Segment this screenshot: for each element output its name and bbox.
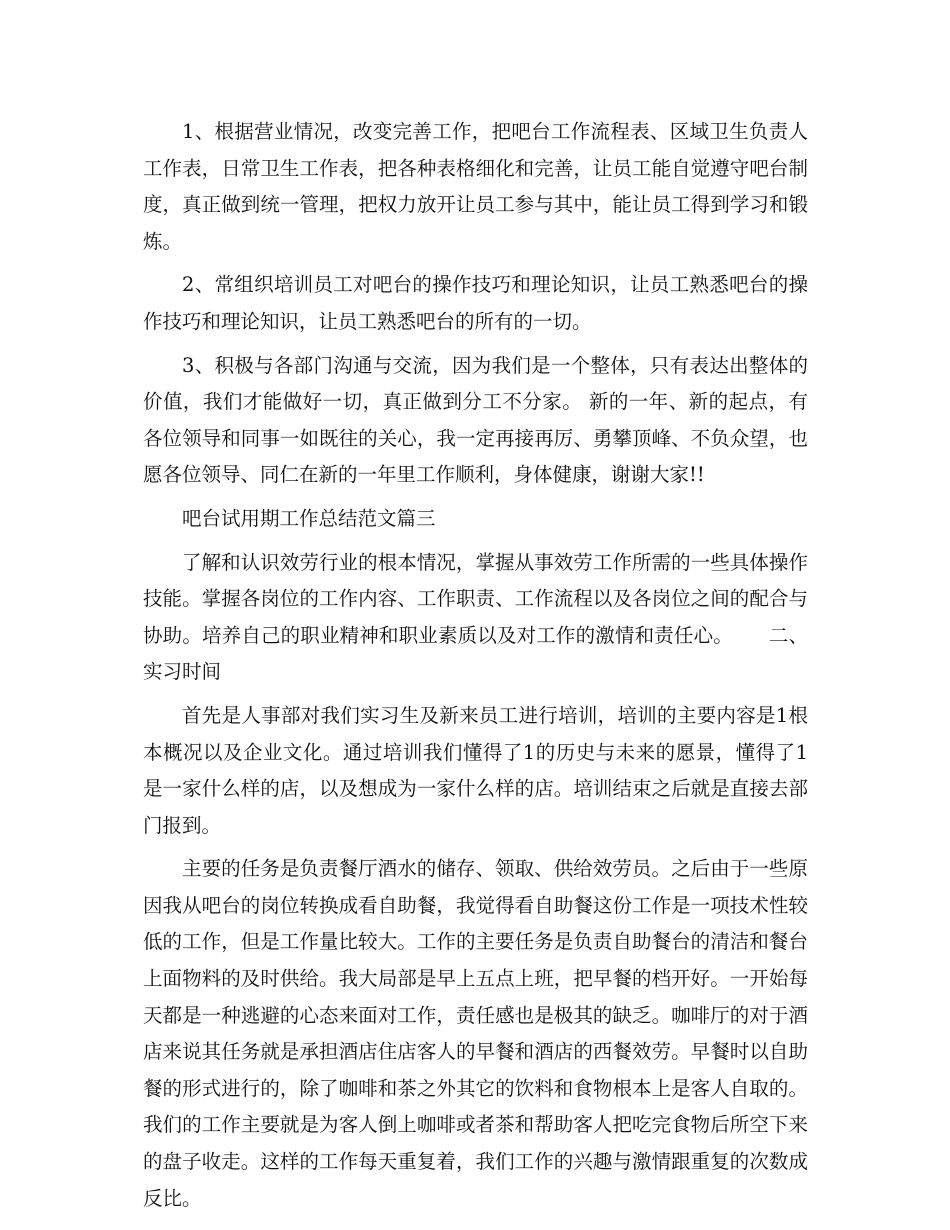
section-title: 吧台试用期工作总结范文篇三 (182, 506, 436, 530)
document-body (143, 114, 808, 1224)
paragraph-internship-goals: 了解和认识效劳行业的根本情况，掌握从事效劳工作所需的一些具体操作技能。掌握各岗位的工作内容、工作职责、工作流程以及各岗位之间的配合与协助。培养自己的职业精神和职业素质以及对工作的激情和责任心。 二、实习时间 (143, 550, 808, 684)
paragraph-staff-training: 2、常组织培训员工对吧台的操作技巧和理论知识，让员工熟悉吧台的操作技巧和理论知识，让员工熟悉吧台的所有的一切。 (143, 273, 808, 333)
paragraph-bar-improvements: 1、根据营业情况，改变完善工作，把吧台工作流程表、区域卫生负责人工作表，日常卫生工作表，把各种表格细化和完善，让员工能自觉遵守吧台制度，真正做到统一管理，把权力放开让员工参与其中，能让员工得到学习和锻炼。 (143, 120, 808, 253)
paragraph-communication: 3、积极与各部门沟通与交流，因为我们是一个整体，只有表达出整体的价值，我们才能做好一切，真正做到分工不分家。 新的一年、新的起点，有各位领导和同事一如既往的关心，我一定再接再厉、勇攀顶峰、不负众望，也愿各位领导、同仁在新的一年里工作顺利，身体健康，谢谢大家!! (143, 353, 808, 487)
paragraph-main-tasks: 主要的任务是负责餐厅酒水的储存、领取、供给效劳员。之后由于一些原因我从吧台的岗位转换成看自助餐，我觉得看自助餐这份工作是一项技术性较低的工作，但是工作量比较大。工作的主要任务是负责自助餐台的清洁和餐台上面物料的及时供给。我大局部是早上五点上班，把早餐的档开好。一开始每天都是一种逃避的心态来面对工作，责任感也是极其的缺乏。咖啡厅的对于酒店来说其任务就是承担酒店住店客人的早餐和酒店的西餐效劳。早餐时以自助餐的形式进行的，除了咖啡和茶之外其它的饮料和食物根本上是客人自取的。我们的工作主要就是为客人倒上咖啡或者茶和帮助客人把吃完食物后所空下来的盘子收走。这样的工作每天重复着，我们工作的兴趣与激情跟重复的次数成反比。 (143, 857, 808, 1210)
paragraph-hr-training: 首先是人事部对我们实习生及新来员工进行培训，培训的主要内容是1根本概况以及企业文化。通过培训我们懂得了1的历史与未来的愿景，懂得了1是一家什么样的店，以及想成为一家什么样的店。培训结束之后就是直接去部门报到。 (143, 703, 808, 837)
